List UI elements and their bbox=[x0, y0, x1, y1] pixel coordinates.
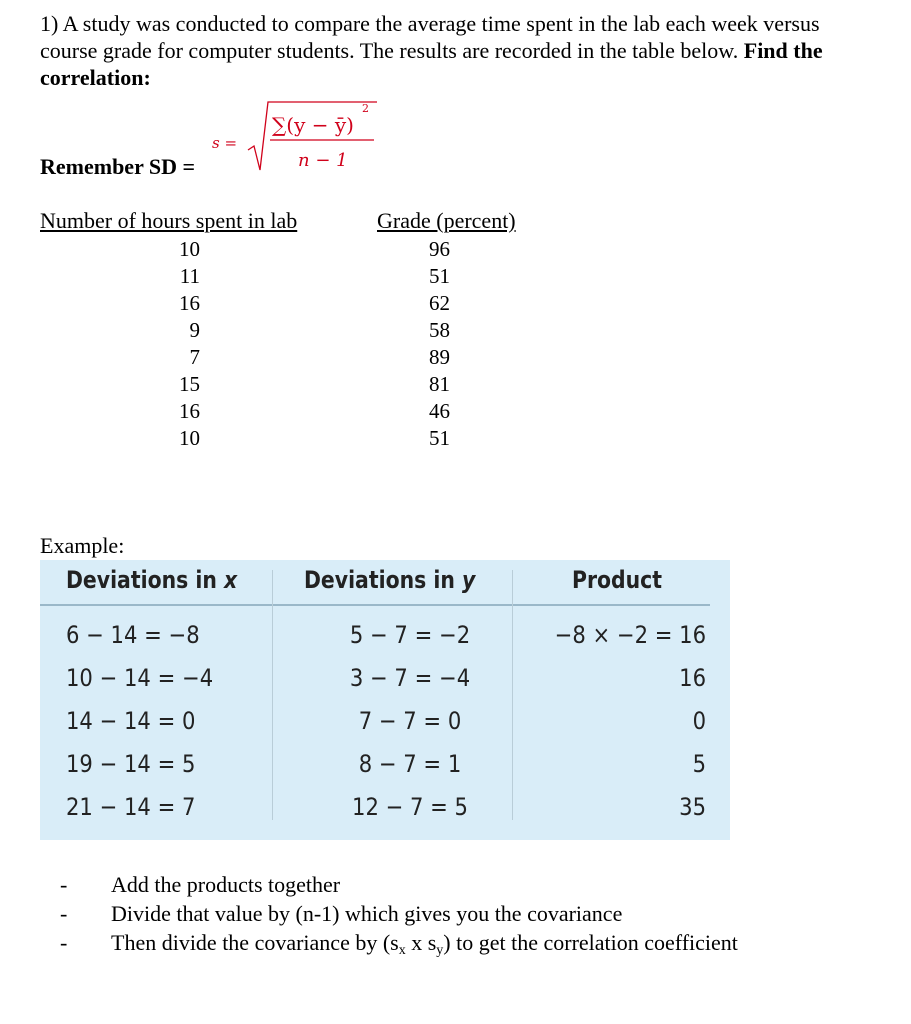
deviation-x-cell: 19 − 14 = 5 bbox=[66, 750, 196, 778]
sd-formula-graphic bbox=[212, 90, 382, 180]
deviations-x-variable: x bbox=[223, 566, 238, 594]
instruction-list bbox=[60, 870, 738, 957]
column-divider bbox=[512, 570, 513, 820]
bullet-dash: - bbox=[60, 901, 68, 926]
question-line-1: 1) A study was conducted to compare the average time spent in the lab each week versus bbox=[40, 11, 820, 36]
grade-value: 46 bbox=[429, 399, 450, 423]
instruction-item bbox=[60, 928, 738, 957]
deviations-x-header-text: Deviations in bbox=[66, 566, 224, 594]
hours-value: 16 bbox=[179, 399, 200, 423]
instruction-item bbox=[60, 899, 738, 928]
product-cell: 5 bbox=[692, 750, 706, 778]
hours-column-header: Number of hours spent in lab bbox=[40, 208, 298, 233]
subscript-y: y bbox=[436, 943, 444, 958]
hours-value: 9 bbox=[189, 318, 200, 342]
deviation-x-cell: 10 − 14 = −4 bbox=[66, 664, 214, 692]
deviations-x-column bbox=[66, 614, 213, 829]
deviation-x-cell: 14 − 14 = 0 bbox=[66, 707, 196, 735]
grade-value: 51 bbox=[429, 264, 450, 288]
product-cell: 35 bbox=[679, 793, 706, 821]
product-cell: −8 × −2 = 16 bbox=[554, 621, 706, 649]
deviations-y-header-text: Deviations in bbox=[304, 566, 462, 594]
grade-value: 81 bbox=[429, 372, 450, 396]
deviation-y-cell: 8 − 7 = 1 bbox=[358, 750, 462, 778]
bullet-dash: - bbox=[60, 930, 68, 955]
example-label: Example: bbox=[40, 533, 125, 558]
deviations-y-header bbox=[304, 566, 475, 594]
deviation-x-cell: 21 − 14 = 7 bbox=[66, 793, 196, 821]
hours-value: 10 bbox=[179, 237, 200, 261]
formula-exponent: 2 bbox=[362, 102, 369, 115]
formula-denominator: n − 1 bbox=[298, 150, 348, 171]
question-text bbox=[40, 10, 900, 91]
grade-value: 89 bbox=[429, 345, 450, 369]
deviation-x-cell: 6 − 14 = −8 bbox=[66, 621, 200, 649]
column-divider bbox=[272, 570, 273, 820]
grade-value: 58 bbox=[429, 318, 450, 342]
question-line-3 bbox=[40, 64, 900, 91]
subscript-x: x bbox=[398, 943, 406, 958]
question-line-2-text: course grade for computer students. The results are recorded in the table below. bbox=[40, 38, 739, 63]
formula-s-equals: s = bbox=[212, 134, 238, 152]
hours-value: 11 bbox=[179, 264, 200, 288]
deviations-x-header bbox=[66, 566, 237, 594]
hours-values bbox=[150, 236, 200, 452]
formula-numerator: ∑(y − ȳ) bbox=[272, 113, 354, 137]
product-header: Product bbox=[572, 566, 663, 594]
product-column bbox=[555, 614, 706, 829]
hours-value: 16 bbox=[179, 291, 200, 315]
deviation-y-cell: 7 − 7 = 0 bbox=[358, 707, 462, 735]
instruction-text: Divide that value by (n-1) which gives you the covariance bbox=[111, 901, 623, 926]
grade-values bbox=[400, 236, 450, 452]
deviation-y-cell: 3 − 7 = −4 bbox=[349, 664, 471, 692]
grade-value: 62 bbox=[429, 291, 450, 315]
hours-value: 15 bbox=[179, 372, 200, 396]
header-rule bbox=[40, 604, 710, 606]
question-line-2-bold: Find the bbox=[743, 38, 823, 63]
hours-value: 10 bbox=[179, 426, 200, 450]
grade-column-header: Grade (percent) bbox=[377, 208, 516, 233]
instruction-item bbox=[60, 870, 738, 899]
instruction-part: x s bbox=[405, 930, 437, 955]
deviations-y-column bbox=[322, 614, 498, 829]
deviation-y-cell: 12 − 7 = 5 bbox=[352, 793, 468, 821]
example-table bbox=[40, 560, 730, 840]
bullet-dash: - bbox=[60, 872, 68, 897]
deviations-y-variable: y bbox=[461, 566, 476, 594]
question-line-2 bbox=[40, 37, 900, 64]
grade-value: 96 bbox=[429, 237, 450, 261]
sd-formula bbox=[212, 90, 382, 180]
question-line-3-bold: correlation: bbox=[40, 65, 151, 90]
hours-value: 7 bbox=[189, 345, 200, 369]
product-cell: 0 bbox=[692, 707, 706, 735]
instruction-part: ) to get the correlation coefficient bbox=[443, 930, 738, 955]
instruction-text bbox=[111, 930, 738, 958]
product-cell: 16 bbox=[679, 664, 706, 692]
instruction-part: Then divide the covariance by (s bbox=[111, 930, 399, 955]
remember-sd-label: Remember SD = bbox=[40, 154, 196, 179]
grade-value: 51 bbox=[429, 426, 450, 450]
deviation-y-cell: 5 − 7 = −2 bbox=[349, 621, 471, 649]
instruction-text: Add the products together bbox=[111, 872, 341, 897]
